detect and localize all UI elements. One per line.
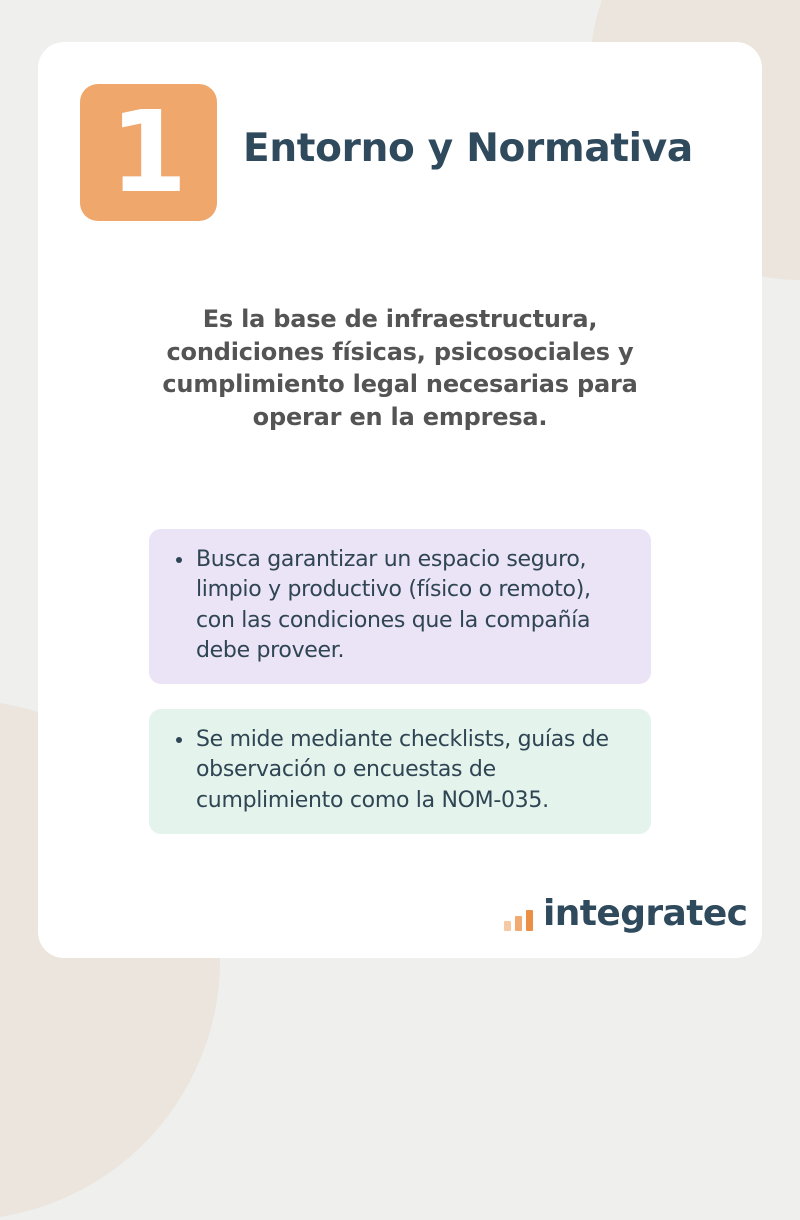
logo-bar xyxy=(504,921,511,931)
step-number-badge xyxy=(80,84,217,221)
step-number: 1 xyxy=(109,87,188,218)
brand-name: integratec xyxy=(543,893,748,934)
brand-logo xyxy=(504,890,747,940)
bullet-box-purpose xyxy=(149,529,651,684)
card-title: Entorno y Normativa xyxy=(243,126,693,171)
bullet-point: Se mide mediante checklists, guías de observación o encuestas de cumplimiento como la NOM-035. xyxy=(171,725,633,816)
logo-bar xyxy=(526,910,533,931)
bar-chart-icon xyxy=(504,910,533,931)
logo-bar xyxy=(515,916,522,931)
card-description: Es la base de infraestructura, condiciones físicas, psicosociales y cumplimiento legal necesarias para operar en la empresa. xyxy=(162,305,638,431)
bullet-point: Busca garantizar un espacio seguro, limpio y productivo (físico o remoto), con las condiciones que la compañía debe proveer. xyxy=(171,545,633,666)
bullet-box-measurement xyxy=(149,709,651,834)
info-card xyxy=(38,42,762,958)
